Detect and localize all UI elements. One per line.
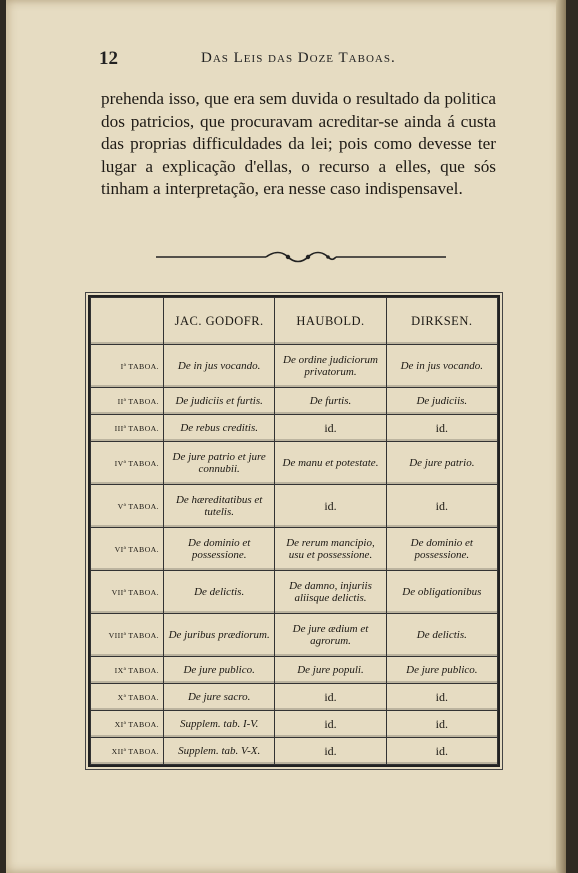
cell-haubold: id. [275, 415, 386, 442]
row-label: IXª TABOA. [91, 657, 164, 684]
row-label: XIª TABOA. [91, 711, 164, 738]
cell-godofr: De judiciis et furtis. [164, 388, 275, 415]
table-row [91, 657, 498, 684]
cell-dirksen: De in jus vocando. [386, 345, 497, 388]
cell-godofr: De in jus vocando. [164, 345, 275, 388]
column-header-blank [91, 298, 164, 345]
cell-dirksen: De dominio et possessione. [386, 528, 497, 571]
row-label: IVª TABOA. [91, 442, 164, 485]
page-header [99, 48, 479, 72]
row-label: Xª TABOA. [91, 684, 164, 711]
row-label: IIIª TABOA. [91, 415, 164, 442]
cell-dirksen: De obligationibus [386, 571, 497, 614]
cell-haubold: id. [275, 738, 386, 765]
cell-godofr: Supplem. tab. I-V. [164, 711, 275, 738]
running-title: Das Leis das Doze Taboas. [201, 50, 396, 66]
cell-dirksen: De jure publico. [386, 657, 497, 684]
cell-godofr: De jure sacro. [164, 684, 275, 711]
book-page [6, 0, 566, 873]
cell-haubold: De jure ædium et agrorum. [275, 614, 386, 657]
table-row [91, 711, 498, 738]
table-row [91, 571, 498, 614]
table-row [91, 485, 498, 528]
row-label: XIIª TABOA. [91, 738, 164, 765]
cell-dirksen: De judiciis. [386, 388, 497, 415]
table-row [91, 415, 498, 442]
paragraph-text: prehenda isso, que era sem duvida o resultado da politica dos patricios, que procuravam acreditar-se ainda á custa das proprias difficuldades da lei; pois como devesse ter lugar a explicação d'ellas, o recurso a elles, que sós tinham a interpretação, era nesse caso indispensavel. [101, 89, 496, 198]
cell-haubold: De manu et potestate. [275, 442, 386, 485]
cell-haubold: De damno, injuriis aliisque delictis. [275, 571, 386, 614]
cell-dirksen: id. [386, 415, 497, 442]
cell-godofr: De jure publico. [164, 657, 275, 684]
table-row [91, 345, 498, 388]
row-label: VIIª TABOA. [91, 571, 164, 614]
row-label: Vª TABOA. [91, 485, 164, 528]
cell-godofr: De dominio et possessione. [164, 528, 275, 571]
table-row [91, 528, 498, 571]
cell-dirksen: id. [386, 711, 497, 738]
cell-dirksen: id. [386, 738, 497, 765]
cell-haubold: De jure populi. [275, 657, 386, 684]
cell-dirksen: De delictis. [386, 614, 497, 657]
cell-godofr: De hæreditatibus et tutelis. [164, 485, 275, 528]
cell-godofr: Supplem. tab. V-X. [164, 738, 275, 765]
table-row [91, 738, 498, 765]
cell-haubold: De rerum mancipio, usu et possessione. [275, 528, 386, 571]
cell-haubold: id. [275, 711, 386, 738]
cell-haubold: De furtis. [275, 388, 386, 415]
body-paragraph [101, 88, 496, 201]
column-header-godofr: JAC. GODOFR. [164, 298, 275, 345]
page-gutter [556, 0, 566, 873]
table-row [91, 614, 498, 657]
cell-godofr: De rebus creditis. [164, 415, 275, 442]
row-label: Iª TABOA. [91, 345, 164, 388]
row-label: IIª TABOA. [91, 388, 164, 415]
laws-comparison-table [88, 295, 500, 767]
cell-godofr: De delictis. [164, 571, 275, 614]
cell-dirksen: De jure patrio. [386, 442, 497, 485]
row-label: VIª TABOA. [91, 528, 164, 571]
cell-haubold: id. [275, 485, 386, 528]
table-row [91, 388, 498, 415]
cell-godofr: De jure patrio et jure connubii. [164, 442, 275, 485]
page-number: 12 [99, 48, 118, 69]
table-row [91, 684, 498, 711]
cell-haubold: De ordine judiciorum privatorum. [275, 345, 386, 388]
row-label: VIIIª TABOA. [91, 614, 164, 657]
decorative-rule-ornament-icon [156, 248, 446, 266]
cell-haubold: id. [275, 684, 386, 711]
column-header-dirksen: DIRKSEN. [386, 298, 497, 345]
table-row [91, 442, 498, 485]
cell-godofr: De juribus prædiorum. [164, 614, 275, 657]
cell-dirksen: id. [386, 485, 497, 528]
column-header-haubold: HAUBOLD. [275, 298, 386, 345]
cell-dirksen: id. [386, 684, 497, 711]
